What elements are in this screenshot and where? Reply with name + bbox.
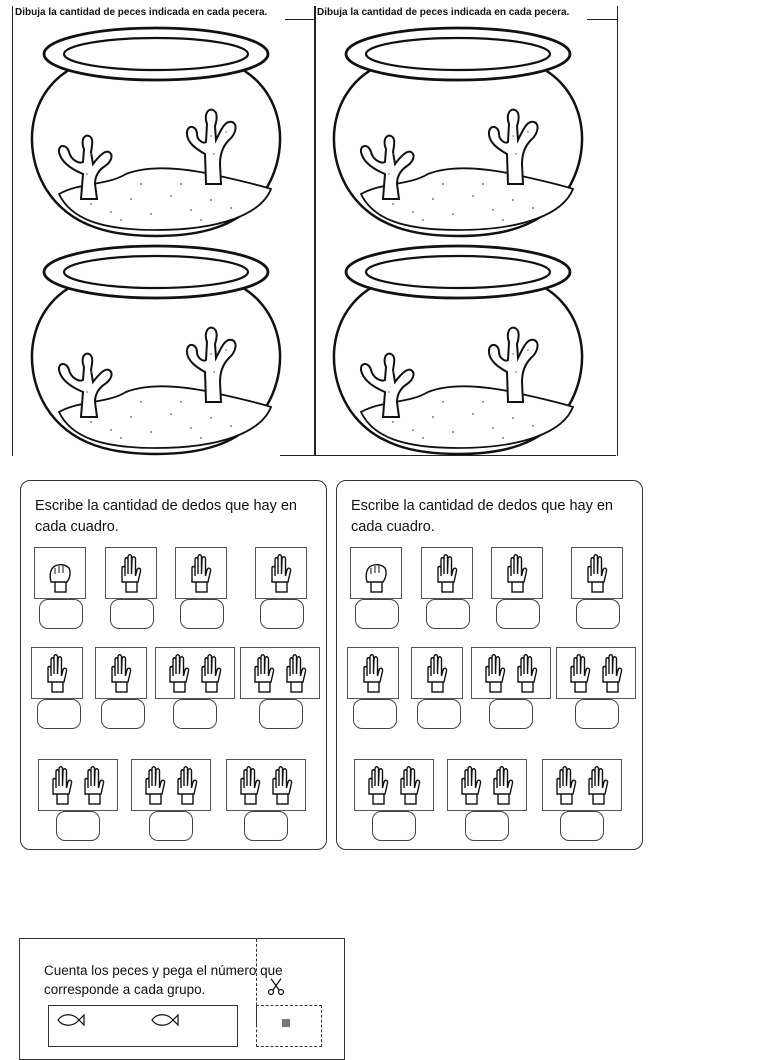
hand-icon [267,766,297,806]
hand-icon [456,766,486,806]
hand-icon [266,554,296,594]
answer-box[interactable] [110,599,154,629]
answer-box[interactable] [560,811,604,841]
hand-box [447,759,527,811]
answer-box[interactable] [259,699,303,729]
hand-icon [140,766,170,806]
hand-icon [480,654,510,694]
sheet-bottom-line [280,455,616,456]
hand-icon [249,654,279,694]
fishbowl-sheet-left [12,6,316,456]
fishbowl-image [323,24,593,239]
hand-box [31,647,83,699]
hand-icon [432,554,462,594]
answer-box[interactable] [101,699,145,729]
hand-box [411,647,463,699]
answer-box[interactable] [260,599,304,629]
finger-title-right: Escribe la cantidad de dedos que hay en cada cuadro. [351,498,613,535]
hand-icon [235,766,265,806]
answer-box[interactable] [489,699,533,729]
answer-box[interactable] [39,599,83,629]
hand-icon [583,766,613,806]
hand-icon [79,766,109,806]
count-fish-sheet [19,938,345,1060]
hand-icon [42,654,72,694]
answer-box[interactable] [496,599,540,629]
answer-box[interactable] [173,699,217,729]
answer-box[interactable] [180,599,224,629]
answer-box[interactable] [465,811,509,841]
hand-icon [116,554,146,594]
answer-box[interactable] [149,811,193,841]
fishbowl-title-left: Dibuja la cantidad de peces indicada en cada pecera. [15,7,268,18]
hand-box [421,547,473,599]
hand-icon [172,766,202,806]
hand-box [542,759,622,811]
fishbowl-title-right: Dibuja la cantidad de peces indicada en cada pecera. [317,7,570,18]
answer-box[interactable] [417,699,461,729]
hand-icon [551,766,581,806]
hand-box [105,547,157,599]
answer-box[interactable] [355,599,399,629]
finger-sheet-right [336,480,643,850]
fish-group-box [48,1005,238,1047]
answer-box[interactable] [372,811,416,841]
hand-box [131,759,211,811]
hand-box [240,647,320,699]
hand-icon [358,654,388,694]
fist-icon [361,554,391,594]
answer-box[interactable] [353,699,397,729]
fish-icon [55,1010,85,1030]
answer-box[interactable] [244,811,288,841]
hand-box [471,647,551,699]
hand-box [347,647,399,699]
answer-box[interactable] [426,599,470,629]
hand-icon [186,554,216,594]
hand-icon [363,766,393,806]
hand-icon [512,654,542,694]
hand-icon [597,654,627,694]
scissors-icon [266,977,286,997]
fist-icon [45,554,75,594]
hand-box [571,547,623,599]
hand-icon [422,654,452,694]
hand-box [155,647,235,699]
hand-icon [164,654,194,694]
hand-box [175,547,227,599]
answer-box[interactable] [576,599,620,629]
finger-title-left: Escribe la cantidad de dedos que hay en cada cuadro. [35,498,297,535]
hand-box [34,547,86,599]
hand-icon [565,654,595,694]
fishbowl-image [21,242,291,457]
hand-box [556,647,636,699]
answer-box[interactable] [37,699,81,729]
hand-box [38,759,118,811]
title-underline [285,19,315,20]
hand-icon [502,554,532,594]
hand-box [350,547,402,599]
fishbowl-image [21,24,291,239]
hand-box [491,547,543,599]
hand-icon [106,654,136,694]
fishbowl-sheet-right [314,6,618,456]
fishbowl-image [323,242,593,457]
hand-icon [582,554,612,594]
fish-icon [149,1010,179,1030]
finger-sheet-left [20,480,327,850]
answer-box[interactable] [56,811,100,841]
answer-box[interactable] [575,699,619,729]
hand-box [226,759,306,811]
hand-icon [281,654,311,694]
hand-icon [395,766,425,806]
hand-icon [196,654,226,694]
title-underline [587,19,617,20]
cutout-mark [282,1019,290,1027]
hand-icon [47,766,77,806]
hand-box [95,647,147,699]
hand-box [255,547,307,599]
hand-box [354,759,434,811]
count-fish-title: Cuenta los peces y pega el número que corresponde a cada grupo. [44,963,283,997]
hand-icon [488,766,518,806]
